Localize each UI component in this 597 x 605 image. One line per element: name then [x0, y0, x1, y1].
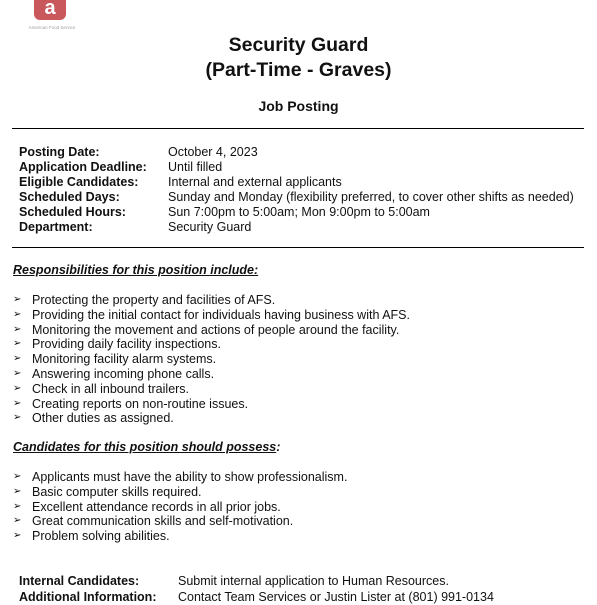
- arrow-bullet-icon: ➢: [13, 353, 22, 365]
- info-value: Contact Team Services or Justin Lister at (801) 991-0134: [178, 590, 494, 604]
- list-item: [13, 337, 410, 352]
- info-label: Internal Candidates:: [19, 574, 140, 588]
- detail-row: [19, 175, 574, 190]
- arrow-bullet-icon: ➢: [13, 367, 22, 379]
- candidates-heading-text: Candidates for this position should possess: [13, 440, 277, 454]
- arrow-bullet-icon: ➢: [13, 515, 22, 527]
- list-item: [13, 500, 347, 515]
- detail-row: [19, 160, 574, 175]
- candidates-list: [13, 470, 347, 544]
- detail-label: Posting Date:: [19, 145, 100, 159]
- responsibilities-heading: [13, 263, 258, 278]
- candidates-heading-colon: :: [276, 440, 281, 454]
- arrow-bullet-icon: ➢: [13, 397, 22, 409]
- top-divider: [12, 128, 584, 129]
- list-item-text: Protecting the property and facilities of AFS.: [32, 293, 276, 307]
- list-item-text: Monitoring the movement and actions of people around the facility.: [32, 322, 400, 337]
- list-item-text: Monitoring facility alarm systems.: [32, 352, 217, 367]
- detail-label: Scheduled Hours:: [19, 205, 126, 219]
- detail-row: [19, 145, 574, 160]
- list-item-text: Other duties as assigned.: [32, 411, 174, 426]
- list-item-text: Excellent attendance records in all prior jobs.: [32, 499, 281, 514]
- arrow-bullet-icon: ➢: [13, 323, 22, 335]
- list-item: [13, 397, 410, 412]
- info-row: [19, 589, 494, 605]
- application-info: [19, 573, 494, 605]
- list-item-text: Applicants must have the ability to show professionalism.: [32, 470, 348, 484]
- list-item-text: Basic computer skills required.: [32, 484, 202, 499]
- candidates-heading: [13, 440, 280, 455]
- info-label: Additional Information:: [19, 590, 157, 604]
- detail-value: Sunday and Monday (flexibility preferred, to cover other shifts as needed): [168, 190, 574, 204]
- arrow-bullet-icon: ➢: [13, 412, 22, 424]
- list-item-text: Creating reports on non-routine issues.: [32, 396, 249, 411]
- detail-value: Sun 7:00pm to 5:00am; Mon 9:00pm to 5:00am: [168, 205, 430, 219]
- list-item: [13, 470, 347, 485]
- list-item: [13, 352, 410, 367]
- list-item-text: Answering incoming phone calls.: [32, 366, 215, 381]
- detail-value: October 4, 2023: [168, 145, 258, 159]
- arrow-bullet-icon: ➢: [13, 338, 22, 350]
- info-value: Submit internal application to Human Resources.: [178, 574, 449, 588]
- arrow-bullet-icon: ➢: [13, 294, 22, 305]
- detail-value: Security Guard: [168, 220, 252, 234]
- list-item: [13, 323, 410, 338]
- arrow-bullet-icon: ➢: [13, 530, 22, 542]
- list-item-text: Providing daily facility inspections.: [32, 337, 221, 352]
- arrow-bullet-icon: ➢: [13, 471, 22, 482]
- job-title-subline: (Part-Time - Graves): [205, 59, 392, 81]
- list-item: [13, 293, 410, 308]
- list-item-text: Providing the initial contact for individuals having business with AFS.: [32, 307, 410, 322]
- details-divider: [12, 247, 584, 248]
- logo-caption: American Food Service: [28, 25, 76, 30]
- info-row: [19, 573, 494, 589]
- arrow-bullet-icon: ➢: [13, 485, 22, 497]
- logo-mark: [34, 0, 66, 20]
- document-subtitle: Job Posting: [258, 98, 339, 114]
- list-item: [13, 514, 347, 529]
- detail-row: [19, 220, 574, 235]
- responsibilities-list: [13, 293, 410, 426]
- list-item-text: Problem solving abilities.: [32, 529, 170, 544]
- arrow-bullet-icon: ➢: [13, 382, 22, 394]
- list-item: [13, 367, 410, 382]
- list-item: [13, 485, 347, 500]
- detail-row: [19, 205, 574, 220]
- arrow-bullet-icon: ➢: [13, 308, 22, 320]
- detail-label: Eligible Candidates:: [19, 175, 139, 189]
- arrow-bullet-icon: ➢: [13, 500, 22, 512]
- list-item: [13, 308, 410, 323]
- responsibilities-heading-text: Responsibilities for this position include:: [13, 263, 259, 277]
- detail-label: Scheduled Days:: [19, 190, 120, 204]
- detail-value: Internal and external applicants: [168, 175, 342, 189]
- posting-details: [19, 145, 574, 235]
- detail-label: Application Deadline:: [19, 160, 147, 174]
- list-item: [13, 411, 410, 426]
- list-item-text: Great communication skills and self-motivation.: [32, 514, 294, 529]
- job-title: Security Guard: [228, 34, 369, 56]
- list-item-text: Check in all inbound trailers.: [32, 381, 190, 396]
- list-item: [13, 529, 347, 544]
- detail-value: Until filled: [168, 160, 223, 174]
- company-logo: [14, 0, 94, 34]
- logo-letter: a: [44, 0, 56, 19]
- detail-label: Department:: [19, 220, 93, 234]
- list-item: [13, 382, 410, 397]
- detail-row: [19, 190, 574, 205]
